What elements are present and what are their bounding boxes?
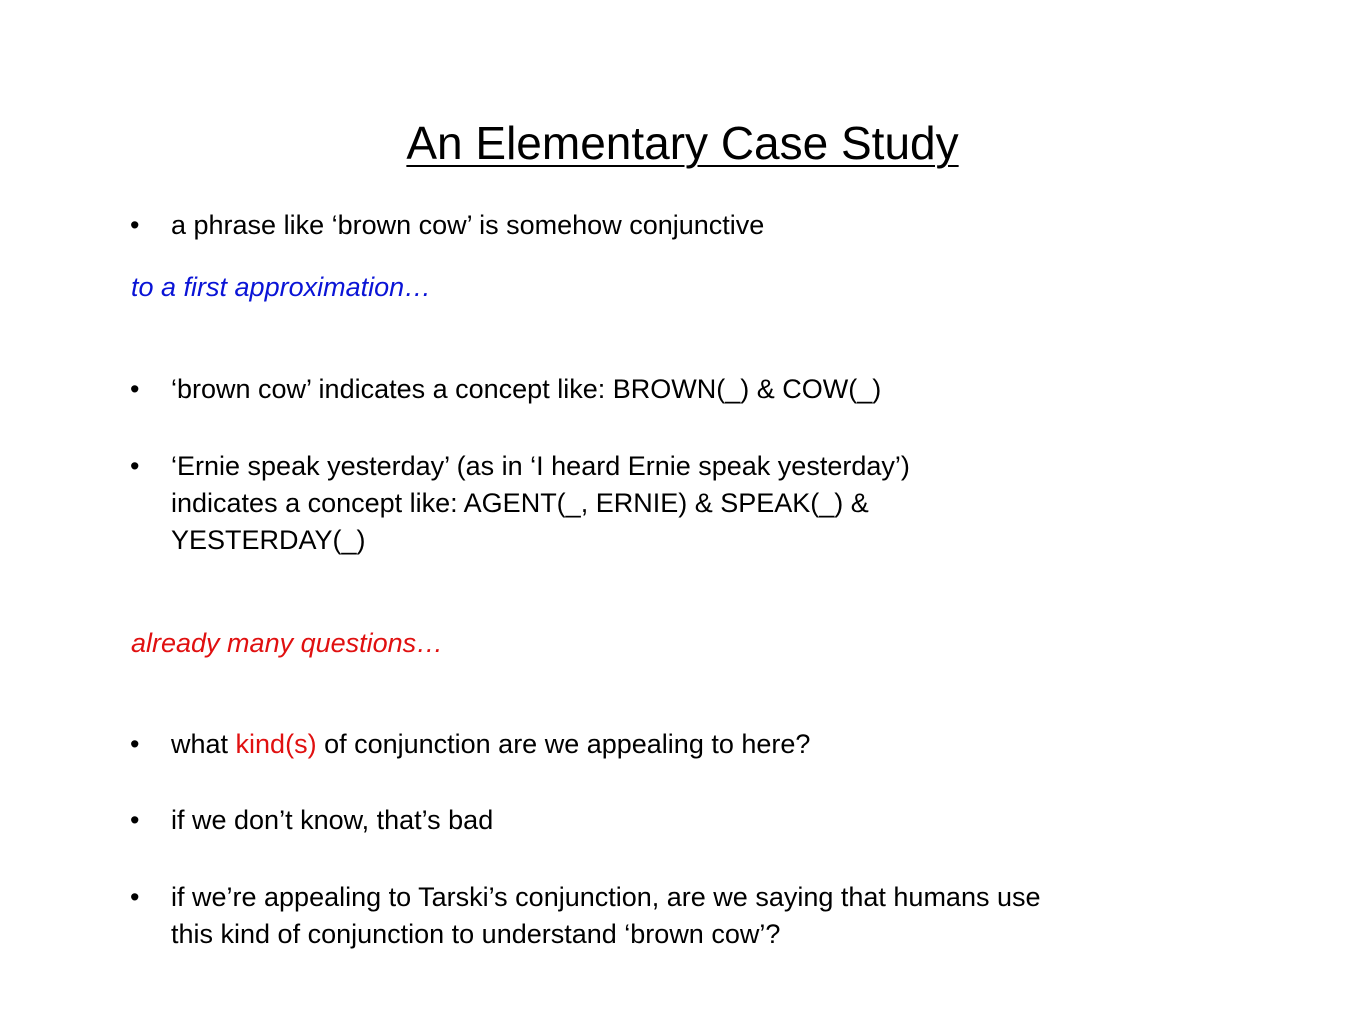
bullet-text [171, 448, 1240, 559]
bullet-text [171, 726, 1240, 763]
bullet-text [171, 879, 1240, 953]
aside-approximation: to a first approximation… [131, 272, 432, 302]
bullet-line: ‘Ernie speak yesterday’ (as in ‘I heard Ernie speak yesterday’) [171, 451, 910, 481]
bullet-text-part: what [171, 729, 236, 759]
highlight-kinds: kind(s) [235, 729, 317, 759]
bullet-item [130, 207, 1240, 244]
bullet-item [130, 371, 1240, 408]
slide-title: An Elementary Case Study [406, 117, 959, 169]
bullet-line: this kind of conjunction to understand ‘brown cow’? [171, 919, 781, 949]
bullet-dot-icon: • [130, 805, 140, 835]
bullet-line: indicates a concept like: AGENT(_, ERNIE) & SPEAK(_) & [171, 488, 869, 518]
bullet-item [130, 448, 1240, 559]
bullet-dot-icon: • [130, 451, 140, 481]
bullet-item [130, 802, 1240, 839]
bullet-text-part: of conjunction are we appealing to here? [316, 729, 811, 759]
bullet-dot-icon: • [130, 729, 140, 759]
aside-questions: already many questions… [131, 628, 444, 658]
bullet-line: YESTERDAY(_) [171, 525, 366, 555]
bullet-dot-icon: • [130, 374, 140, 404]
bullet-dot-icon: • [130, 210, 140, 240]
bullet-item [130, 879, 1240, 953]
bullet-text: ‘brown cow’ indicates a concept like: BROWN(_) & COW(_) [171, 374, 882, 404]
bullet-dot-icon: • [130, 882, 140, 912]
bullet-text: if we don’t know, that’s bad [171, 805, 494, 835]
bullet-text: a phrase like ‘brown cow’ is somehow conjunctive [171, 210, 765, 240]
bullet-item [130, 726, 1240, 763]
bullet-line: if we’re appealing to Tarski’s conjunction, are we saying that humans use [171, 882, 1041, 912]
